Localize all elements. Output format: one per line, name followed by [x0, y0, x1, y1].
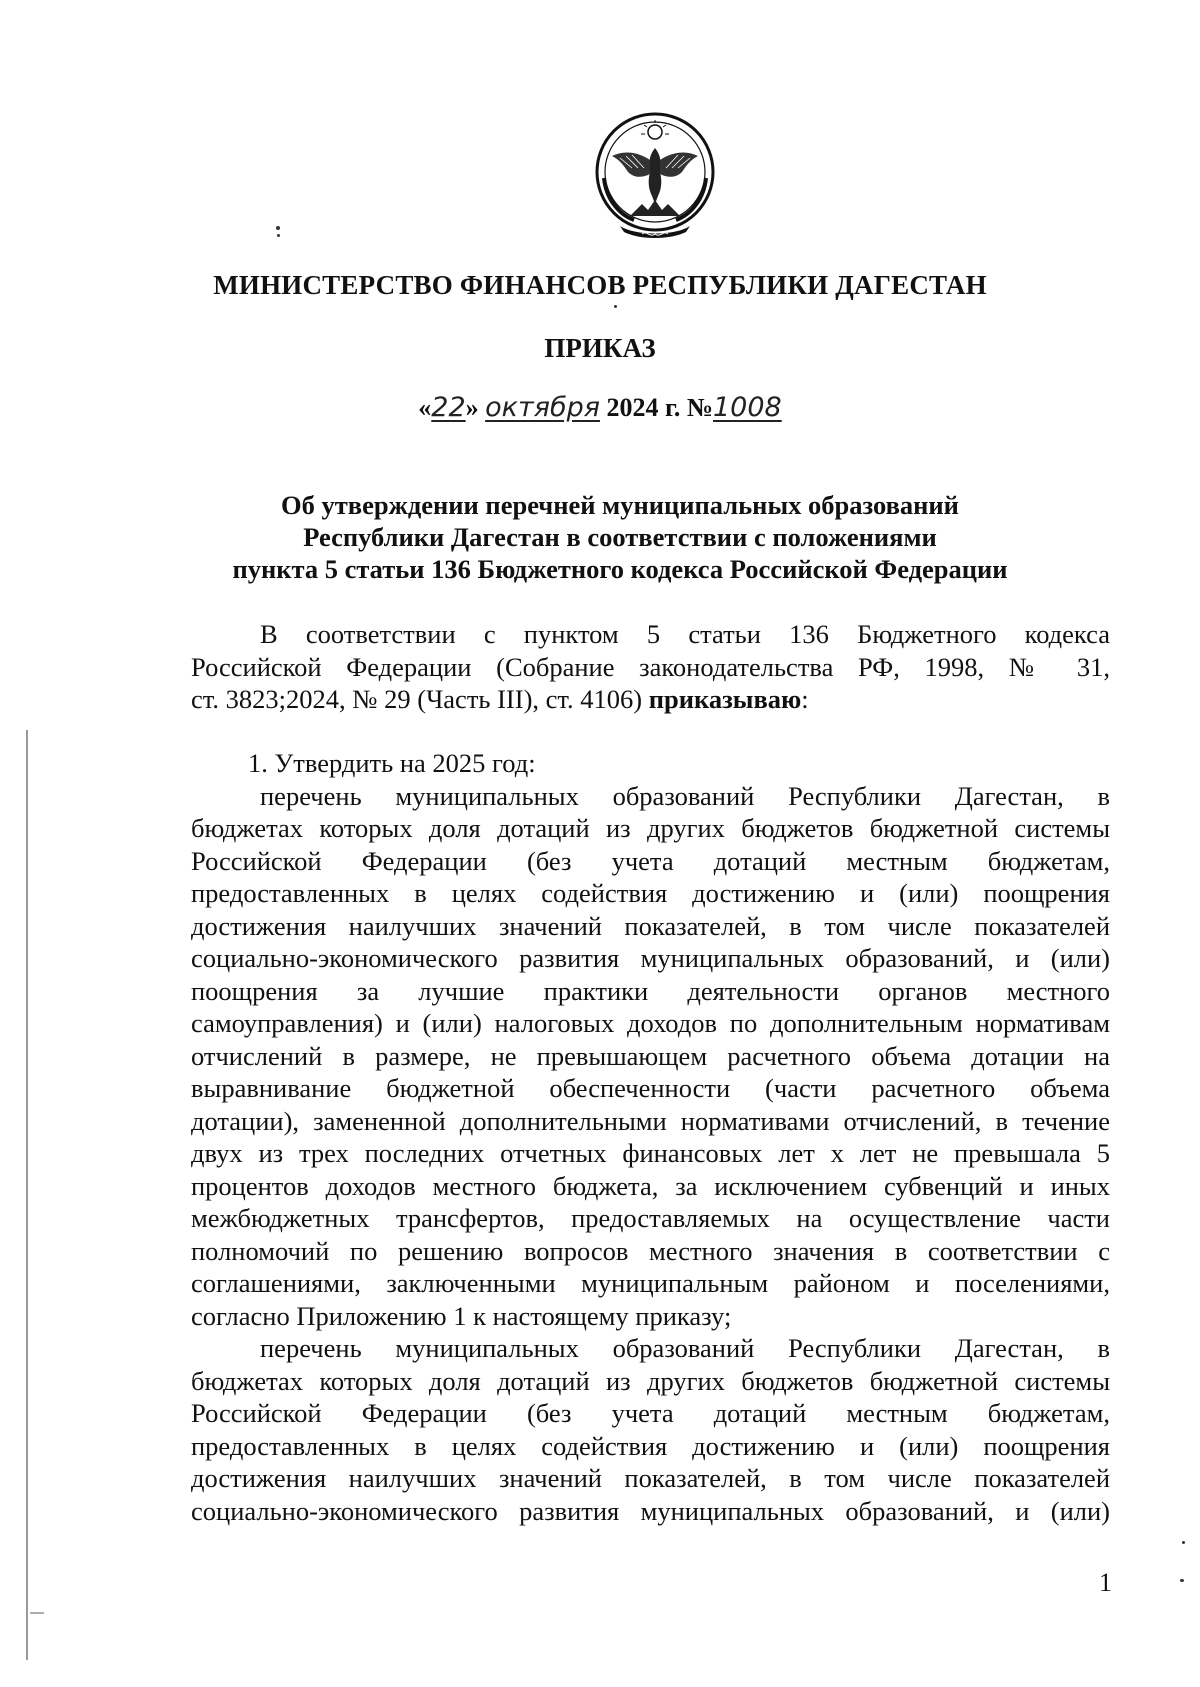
paragraph-line: предоставленных в целях содействия достижению и (или) поощрения	[191, 878, 1110, 908]
paragraph-line: социально-экономического развития муниципальных образований, и (или)	[191, 943, 1110, 973]
paragraph-line: процентов доходов местного бюджета, за исключением субвенций и иных	[191, 1170, 1110, 1201]
preamble-order-word: приказываю	[648, 684, 802, 714]
document-type-heading: ПРИКАЗ	[544, 333, 656, 363]
paragraph-line: полномочий по решению вопросов местного значения в соответствии с	[191, 1235, 1110, 1266]
item-1-paragraph-2	[191, 1332, 1110, 1527]
subject-line: пункта 5 статьи 136 Бюджетного кодекса Российской Федерации	[232, 554, 1008, 584]
scan-speck	[1180, 1579, 1184, 1582]
coat-of-arms-emblem	[590, 108, 720, 240]
paragraph-line: Российской Федерации (без учета дотаций местным бюджетам,	[191, 1398, 1110, 1428]
paragraph-line: самоуправления) и (или) налоговых доходов по дополнительным нормативам	[191, 1008, 1110, 1038]
paragraph-line: соглашениями, заключенными муниципальным районом и поселениями,	[191, 1268, 1110, 1298]
date-close-quote: »	[465, 393, 479, 422]
preamble-line: Российской Федерации (Собрание законодательства РФ, 1998, № 31,	[191, 651, 1110, 682]
date-day-handwritten: 22	[431, 392, 466, 423]
paragraph-line: Российской Федерации (без учета дотаций местным бюджетам,	[191, 845, 1110, 876]
order-subject	[180, 489, 1060, 585]
preamble-line	[191, 683, 1110, 716]
paragraph-line: бюджетах которых доля дотаций из других бюджетов бюджетной системы	[191, 1365, 1110, 1396]
date-year-and-number-label: 2024 г. №	[606, 393, 713, 422]
paragraph-line: достижения наилучших значений показателей, в том числе показателей	[191, 910, 1110, 941]
item-1-section	[191, 747, 1110, 1527]
paragraph-line: дотации), замененной дополнительными нормативами отчислений, в течение	[191, 1105, 1110, 1136]
paragraph-line: социально-экономического развития муниципальных образований, и (или)	[191, 1495, 1110, 1526]
scan-speck	[277, 234, 280, 237]
subject-line: Об утверждении перечней муниципальных образований	[281, 490, 959, 520]
preamble-colon: :	[801, 684, 809, 714]
preamble-paragraph	[191, 618, 1110, 716]
item-1-paragraph-1	[191, 780, 1110, 1333]
paragraph-line: двух из трех последних отчетных финансовых лет х лет не превышала 5	[191, 1138, 1110, 1168]
ministry-title: МИНИСТЕРСТВО ФИНАНСОВ РЕСПУБЛИКИ ДАГЕСТАН	[213, 270, 987, 300]
preamble-text: ст. 3823;2024, № 29 (Часть III), ст. 4106)	[191, 684, 649, 714]
paragraph-line: выравнивание бюджетной обеспеченности (части расчетного объема	[191, 1073, 1110, 1103]
paragraph-line: достижения наилучших значений показателей, в том числе показателей	[191, 1463, 1110, 1493]
subject-line: Республики Дагестан в соответствии с положениями	[303, 522, 937, 552]
scan-speck	[276, 226, 280, 230]
scan-speck	[1182, 1541, 1185, 1544]
scan-edge-artifact-foot	[30, 1612, 44, 1614]
item-1-heading: 1. Утвердить на 2025 год:	[248, 748, 536, 778]
paragraph-line: предоставленных в целях содействия достижению и (или) поощрения	[191, 1430, 1110, 1461]
date-open-quote: «	[418, 393, 432, 422]
paragraph-line: отчислений в размере, не превышающем расчетного объема дотации на	[191, 1040, 1110, 1071]
page-number: 1	[1099, 1568, 1112, 1597]
order-date-number-line	[0, 392, 1200, 423]
preamble-line: В соответствии с пунктом 5 статьи 136 Бюджетного кодекса	[260, 619, 1110, 649]
paragraph-line: перечень муниципальных образований Республики Дагестан, в	[260, 1333, 1110, 1363]
paragraph-line: межбюджетных трансфертов, предоставляемых на осуществление части	[191, 1203, 1110, 1233]
date-month-handwritten: октября	[485, 392, 600, 423]
paragraph-line: поощрения за лучшие практики деятельности органов местного	[191, 975, 1110, 1006]
paragraph-line: бюджетах которых доля дотаций из других бюджетов бюджетной системы	[191, 813, 1110, 843]
scan-edge-artifact	[26, 730, 28, 1660]
paragraph-line: согласно Приложению 1 к настоящему приказу;	[191, 1300, 732, 1331]
order-number-handwritten: 1008	[713, 392, 782, 423]
scan-speck	[614, 305, 617, 308]
paragraph-line: перечень муниципальных образований Республики Дагестан, в	[260, 780, 1110, 811]
